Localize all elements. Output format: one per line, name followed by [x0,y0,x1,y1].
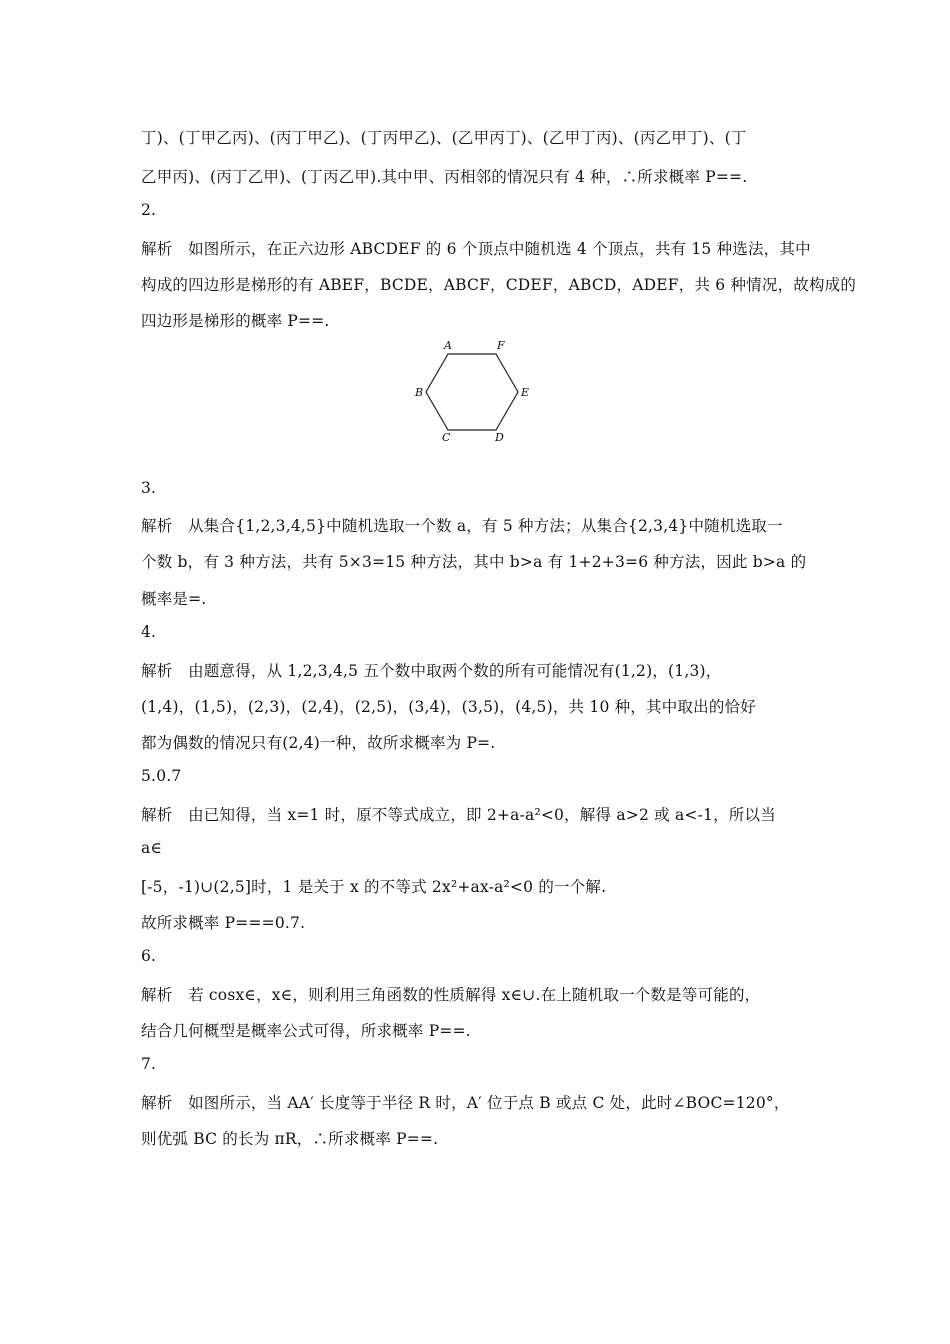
text-line: 结合几何概型是概率公式可得，所求概率 P==. [141,1022,471,1040]
problem-number: 7. [141,1055,157,1073]
text-line: 四边形是梯形的概率 P==. [141,312,330,330]
text-line: 解析 如图所示，在正六边形 ABCDEF 的 6 个顶点中随机选 4 个顶点，共有 15 种选法，其中 [141,240,811,258]
text-line: [-5，-1)∪(2,5]时，1 是关于 x 的不等式 2x²+ax-a²<0 的一个解. [141,878,607,896]
text-line: a∈ [141,839,163,857]
text-line: 个数 b，有 3 种方法，共有 5×3=15 种方法，其中 b>a 有 1+2+3=6 种方法，因此 b>a 的 [141,553,807,571]
problem-number: 4. [141,623,157,641]
vertex-label-f: F [497,339,505,352]
problem-number: 3. [141,479,157,497]
text-line: 概率是=. [141,590,207,608]
text-line: 乙甲丙)、(丙丁乙甲)、(丁丙乙甲).其中甲、丙相邻的情况只有 4 种，∴所求概率 P==. [141,168,748,186]
text-line: (1,4)，(1,5)，(2,3)，(2,4)，(2,5)，(3,4)，(3,5)，(4,5)，共 10 种，其中取出的恰好 [141,698,756,716]
vertex-label-d: D [495,431,504,444]
problem-number: 2. [141,201,157,219]
text-line: 解析 若 cosx∈，x∈，则利用三角函数的性质解得 x∈∪.在上随机取一个数是等可能的， [141,986,761,1004]
text-line: 解析 如图所示，当 AA′ 长度等于半径 R 时，A′ 位于点 B 或点 C 处，此时∠BOC=120°， [141,1094,790,1112]
text-line: 解析 从集合{1,2,3,4,5}中随机选取一个数 a，有 5 种方法；从集合{2,3,4}中随机选取一 [141,517,783,535]
text-line: 则优弧 BC 的长为 πR，∴所求概率 P==. [141,1130,439,1148]
vertex-label-b: B [415,386,424,399]
vertex-label-a: A [444,339,452,352]
hexagon-figure [410,336,540,446]
vertex-label-c: C [442,431,451,444]
text-line: 解析 由题意得，从 1,2,3,4,5 五个数中取两个数的所有可能情况有(1,2)，(1,3)， [141,662,722,680]
vertex-label-e: E [521,386,530,399]
hexagon-shape [426,354,518,430]
text-line: 解析 由已知得，当 x=1 时，原不等式成立，即 2+a-a²<0，解得 a>2 或 a<-1，所以当 [141,806,776,824]
text-line: 都为偶数的情况只有(2,4)一种，故所求概率为 P=. [141,734,496,752]
text-line: 构成的四边形是梯形的有 ABEF，BCDE，ABCF，CDEF，ABCD，ADEF，共 6 种情况，故构成的 [141,276,857,294]
problem-number: 6. [141,947,157,965]
problem-number: 5.0.7 [141,767,182,785]
text-line: 故所求概率 P===0.7. [141,914,306,932]
text-line: 丁)、(丁甲乙丙)、(丙丁甲乙)、(丁丙甲乙)、(乙甲丙丁)、(乙甲丁丙)、(丙乙甲丁)、(丁 [141,129,747,147]
